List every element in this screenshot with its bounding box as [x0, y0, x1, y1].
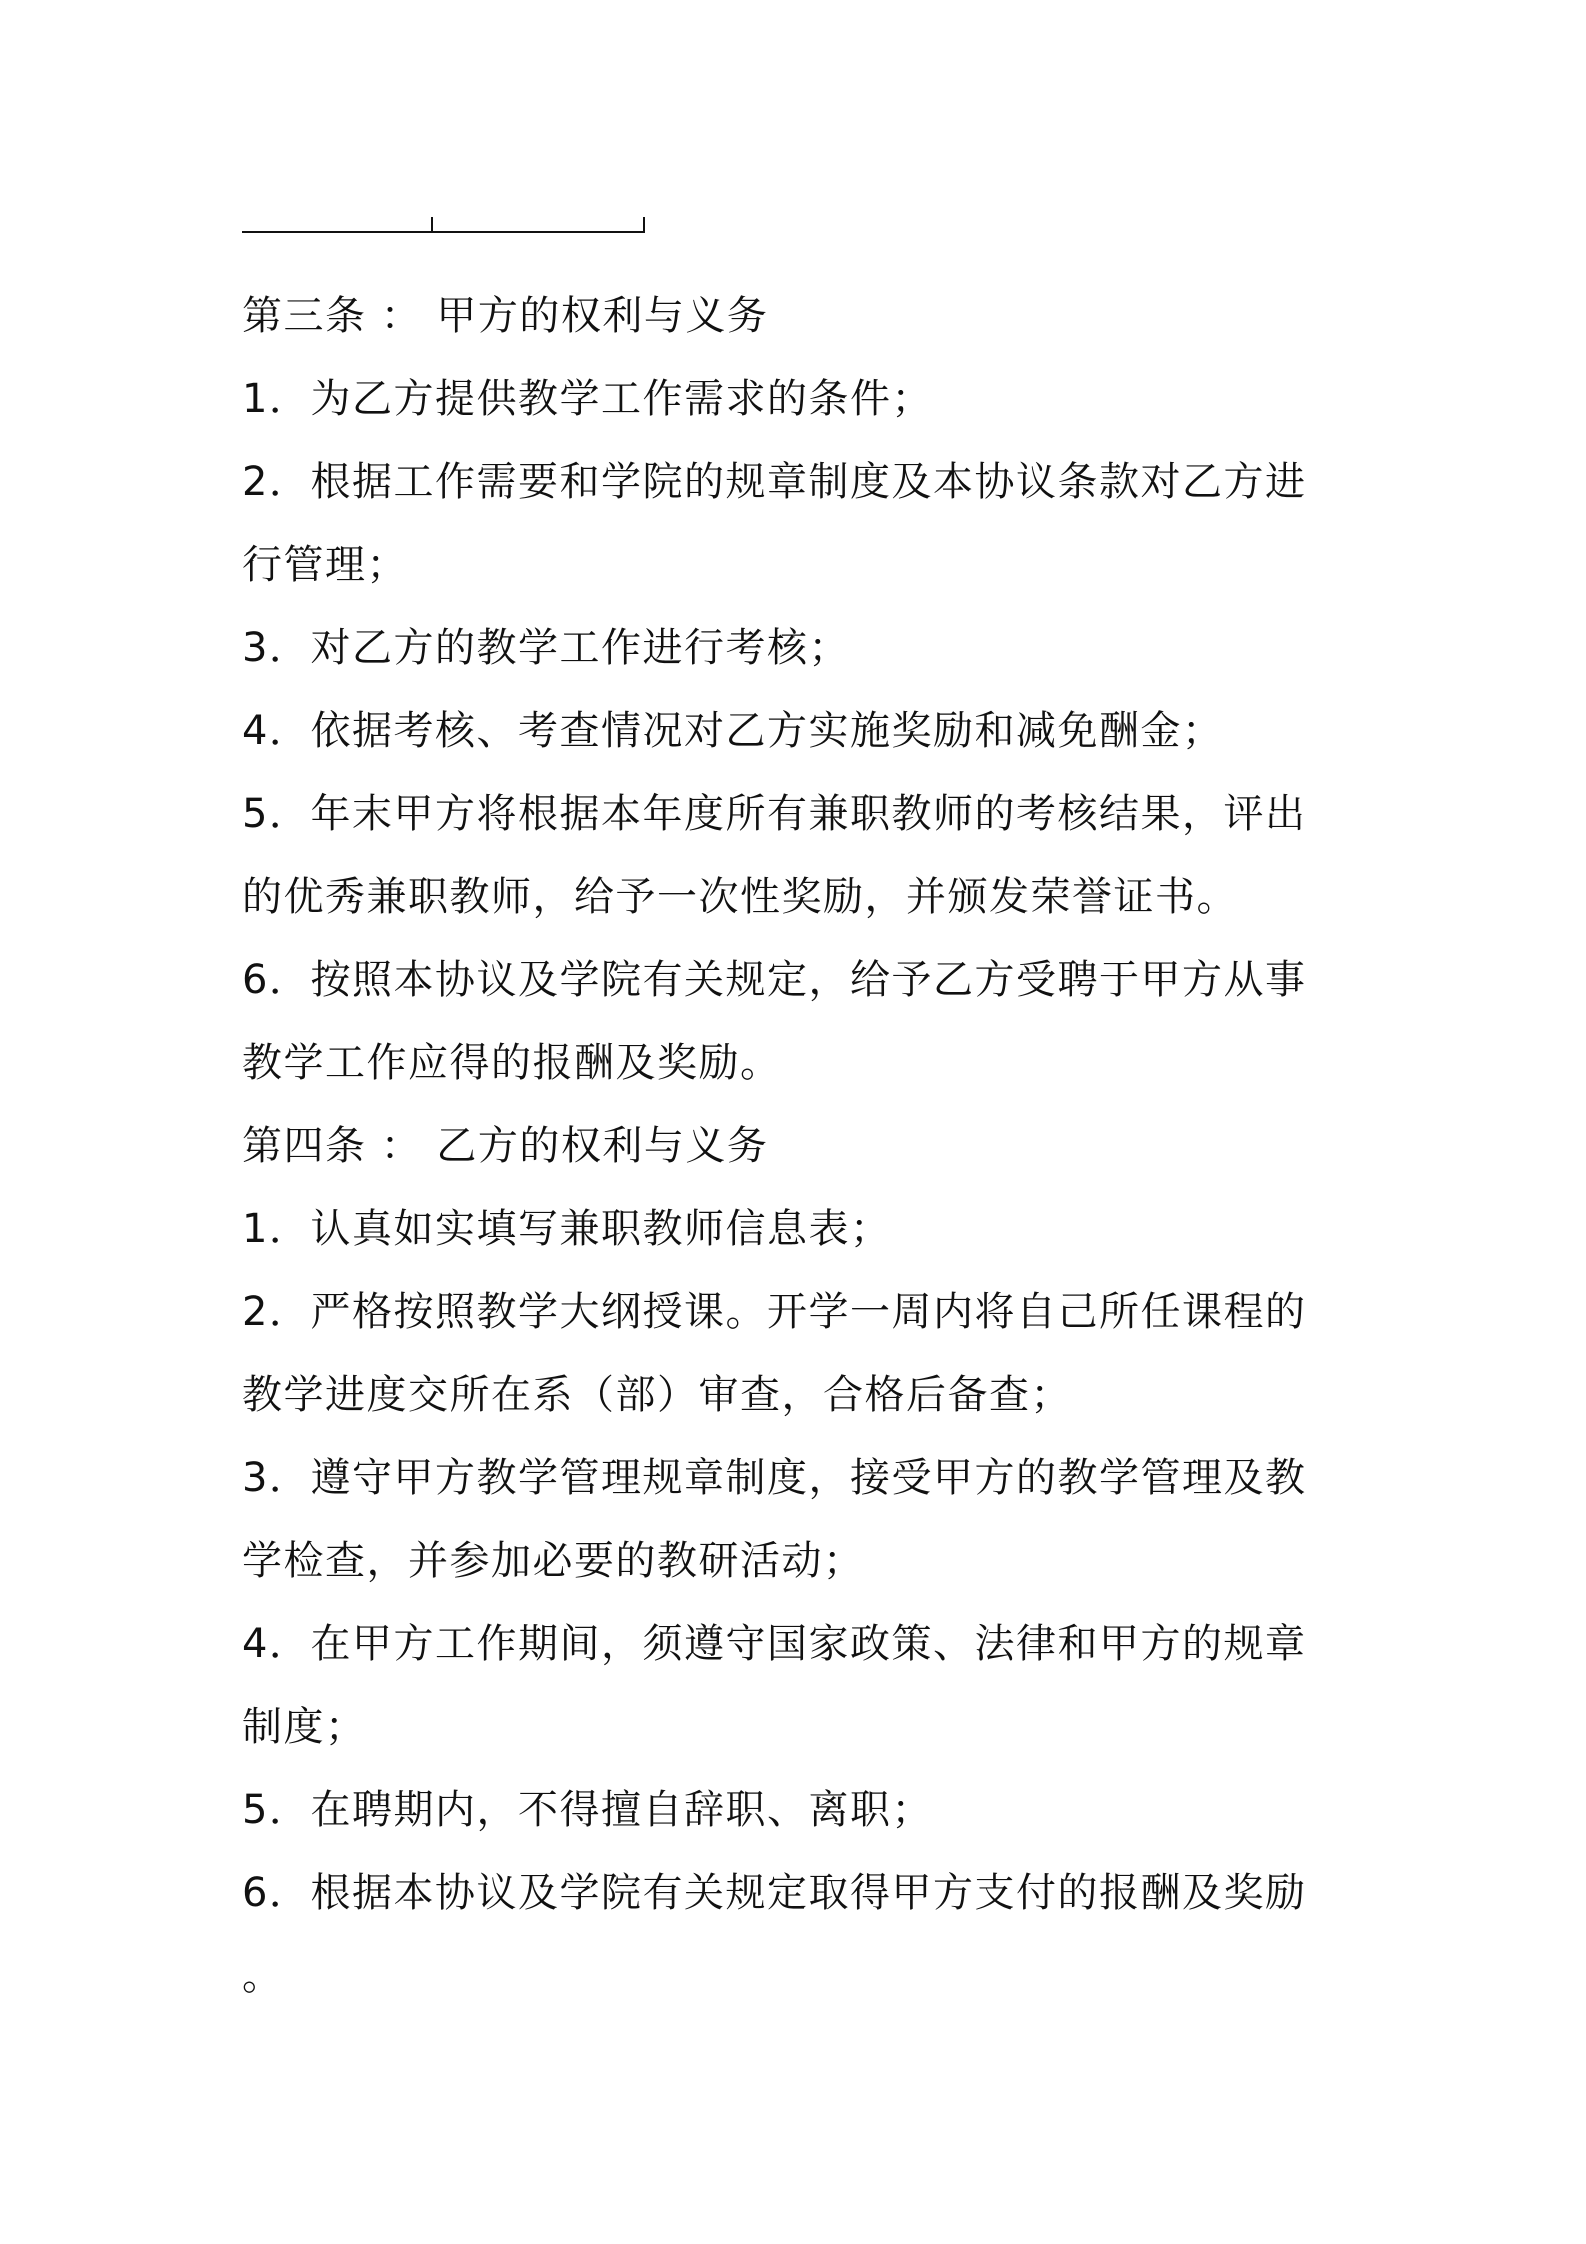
blank-underline-graphic [242, 205, 652, 235]
section-heading-article-3: 第三条 ： 甲方的权利与义务 [242, 293, 769, 339]
article-3-item-2: 2．根据工作需要和学院的规章制度及本协议条款对乙方进 [242, 459, 1307, 505]
section-heading-article-4: 第四条 ： 乙方的权利与义务 [242, 1123, 769, 1169]
article-3-item-2-cont: 行管理； [242, 542, 408, 588]
article-3-item-6: 6．按照本协议及学院有关规定，给予乙方受聘于甲方从事 [242, 957, 1307, 1003]
signature-blank-lines [242, 205, 652, 235]
article-4-item-1: 1．认真如实填写兼职教师信息表； [242, 1206, 892, 1252]
article-4-item-6-cont: 。 [242, 1953, 284, 1999]
article-3-item-1: 1．为乙方提供教学工作需求的条件； [242, 376, 933, 422]
article-3-item-4: 4．依据考核、考查情况对乙方实施奖励和减免酬金； [242, 708, 1224, 754]
document-body [242, 275, 1362, 2018]
article-4-item-2: 2．严格按照教学大纲授课。开学一周内将自己所任课程的 [242, 1289, 1307, 1335]
article-4-item-6: 6．根据本协议及学院有关规定取得甲方支付的报酬及奖励 [242, 1870, 1307, 1916]
article-3-item-3: 3．对乙方的教学工作进行考核； [242, 625, 850, 671]
article-4-item-3-cont: 学检查，并参加必要的教研活动； [242, 1538, 865, 1584]
article-3-item-5: 5．年末甲方将根据本年度所有兼职教师的考核结果，评出 [242, 791, 1307, 837]
article-4-item-2-cont: 教学进度交所在系（部）审查，合格后备查； [242, 1372, 1072, 1418]
article-4-item-4-cont: 制度； [242, 1704, 367, 1750]
article-3-item-6-cont: 教学工作应得的报酬及奖励。 [242, 1040, 782, 1086]
article-4-item-4: 4．在甲方工作期间，须遵守国家政策、法律和甲方的规章 [242, 1621, 1307, 1667]
article-3-item-5-cont: 的优秀兼职教师，给予一次性奖励，并颁发荣誉证书。 [242, 874, 1238, 920]
article-4-item-5: 5．在聘期内，不得擅自辞职、离职； [242, 1787, 933, 1833]
article-4-item-3: 3．遵守甲方教学管理规章制度，接受甲方的教学管理及教 [242, 1455, 1307, 1501]
